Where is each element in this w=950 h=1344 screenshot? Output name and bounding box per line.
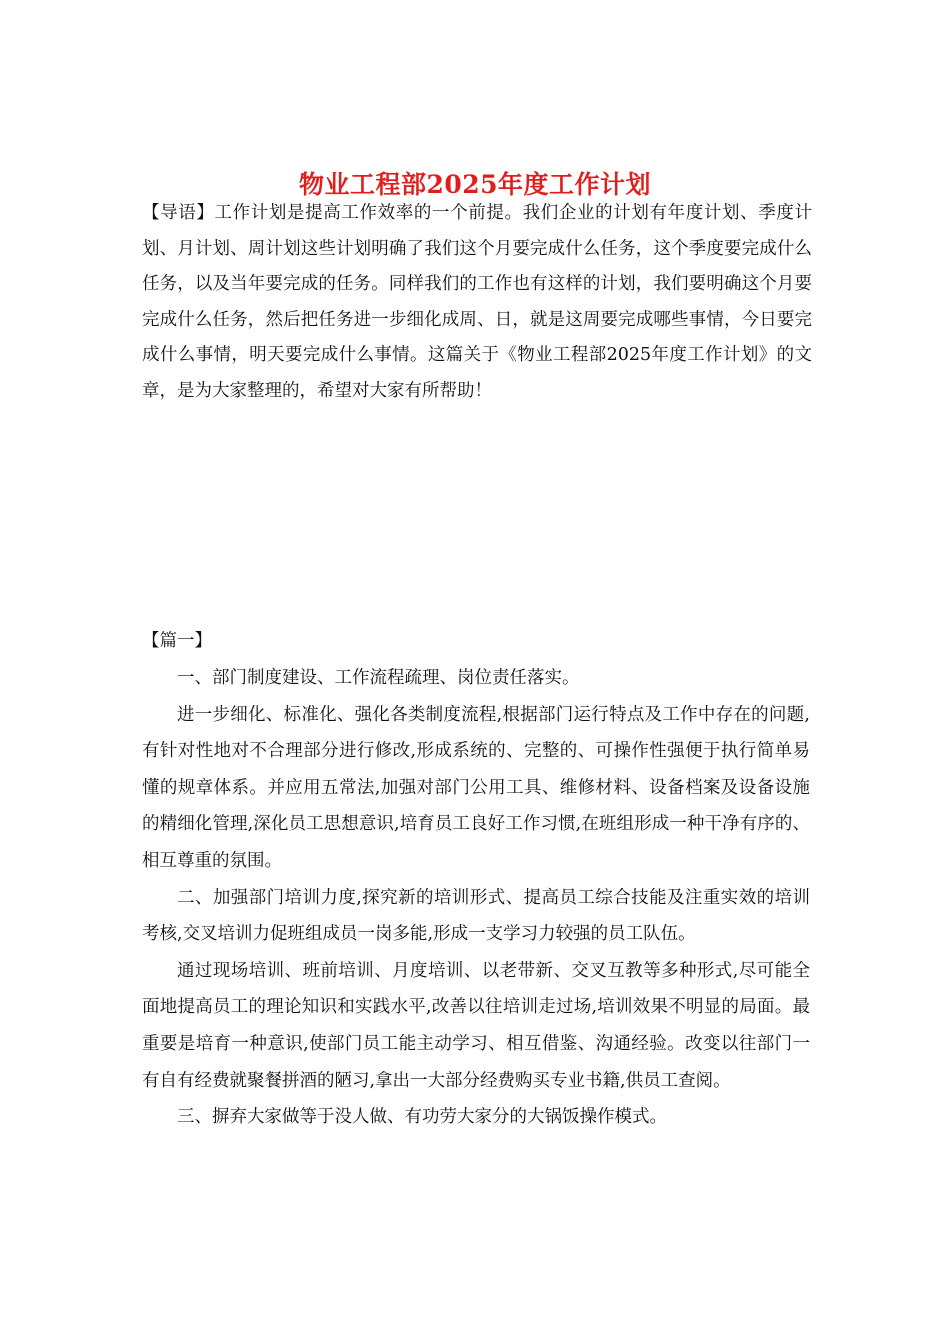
section-body xyxy=(142,660,810,1136)
body-paragraph: 进一步细化、标准化、强化各类制度流程,根据部门运行特点及工作中存在的问题,有针对性地对不合理部分进行修改,形成系统的、完整的、可操作性强便于执行简单易懂的规章体系。并应用五常法,加强对部门公用工具、维修材料、设备档案及设备设施的精细化管理,深化员工思想意识,培育员工良好工作习惯,在班组形成一种干净有序的、相互尊重的氛围。 xyxy=(142,704,810,871)
section-label: 【篇一】 xyxy=(142,631,212,651)
document-title: 物业工程部2025年度工作计划 xyxy=(298,169,652,199)
body-paragraph: 三、摒弃大家做等于没人做、有功劳大家分的大锅饭操作模式。 xyxy=(177,1107,667,1128)
intro-paragraph: 【导语】工作计划是提高工作效率的一个前提。我们企业的计划有年度计划、季度计划、月计划、周计划这些计划明确了我们这个月要完成什么任务，这个季度要完成什么任务，以及当年要完成的任务。同样我们的工作也有这样的计划，我们要明确这个月要完成什么任务，然后把任务进一步细化成周、日，就是这周要完成哪些事情，今日要完成什么事情，明天要完成什么事情。这篇关于《物业工程部2025年度工作计划》的文章，是为大家整理的，希望对大家有所帮助！ xyxy=(142,203,812,401)
body-paragraph: 通过现场培训、班前培训、月度培训、以老带新、交叉互教等多种形式,尽可能全面地提高员工的理论知识和实践水平,改善以往培训走过场,培训效果不明显的局面。最重要是培育一种意识,使部门员工能主动学习、相互借鉴、沟通经验。改变以往部门一有自有经费就聚餐拼酒的陋习,拿出一大部分经费购买专业书籍,供员工查阅。 xyxy=(142,960,810,1091)
body-paragraph: 二、加强部门培训力度,探究新的培训形式、提高员工综合技能及注重实效的培训考核,交叉培训力促班组成员一岗多能,形成一支学习力较强的员工队伍。 xyxy=(142,887,810,945)
body-paragraph: 一、部门制度建设、工作流程疏理、岗位责任落实。 xyxy=(177,668,580,688)
